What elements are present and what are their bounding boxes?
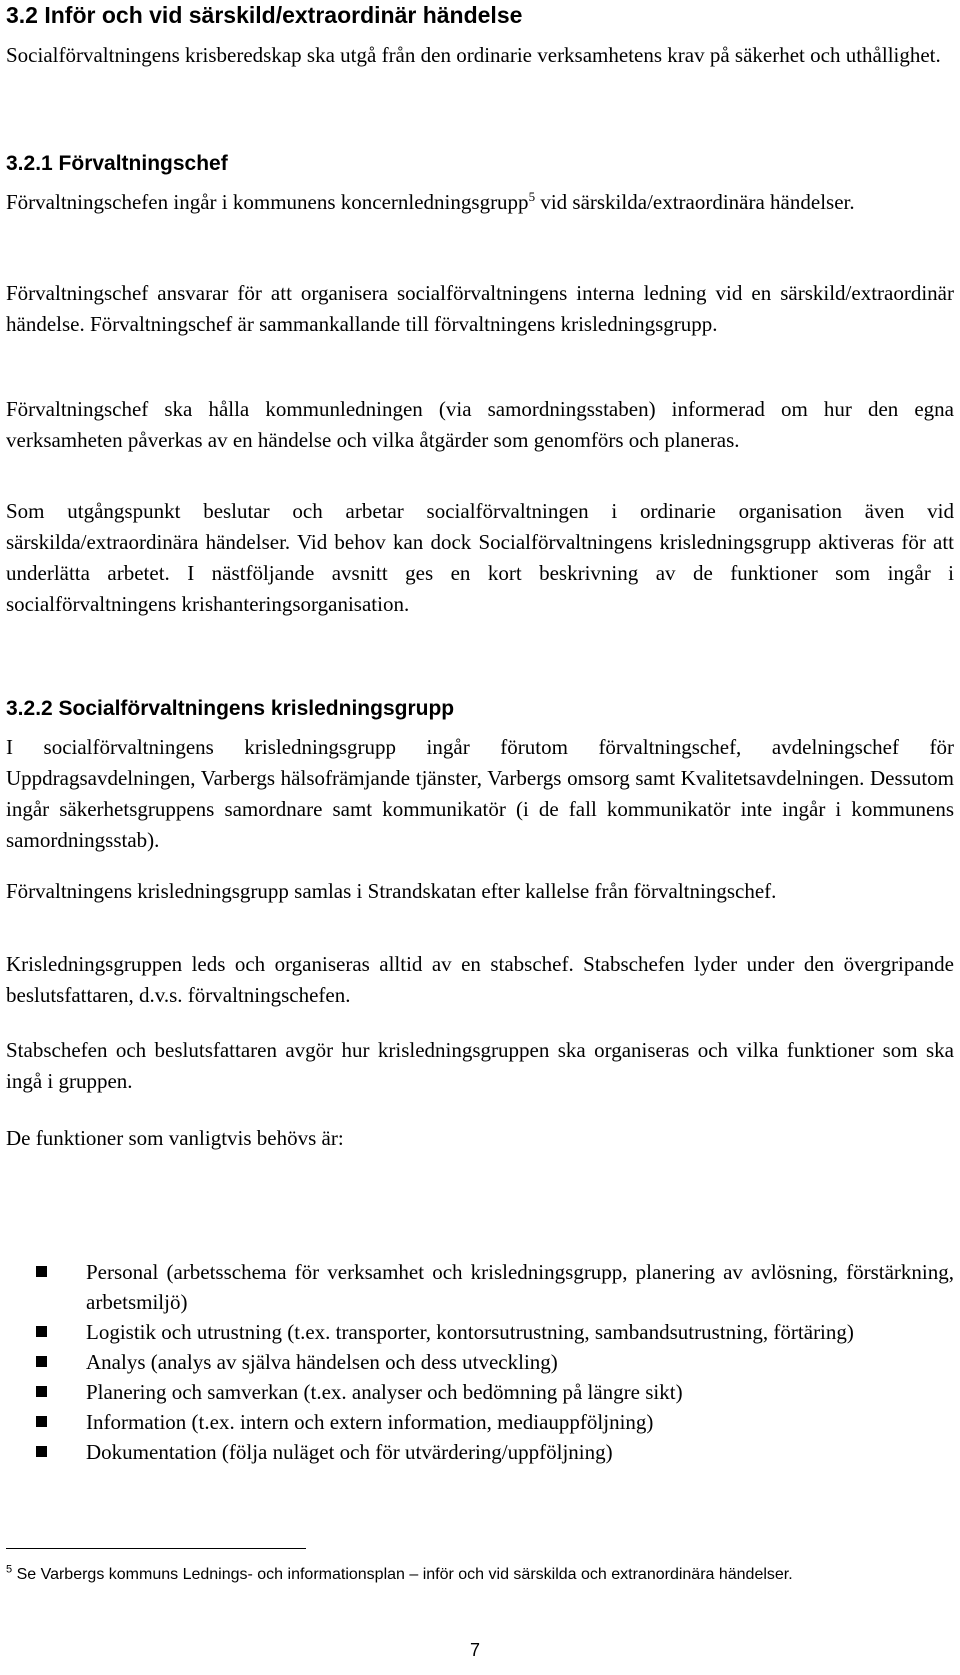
list-item-text: Logistik och utrustning (t.ex. transporter, kontorsutrustning, sambandsutrustning, förtäring) [86, 1320, 854, 1344]
subsection-heading-forvaltningschef: 3.2.1 Förvaltningschef [6, 152, 228, 175]
list-item [6, 1347, 954, 1377]
forvaltningschef-paragraph-2: Förvaltningschef ansvarar för att organisera socialförvaltningens interna ledning vid en särskild/extraordinär händelse. Förvaltningschef är sammankallande till förvaltningens krisledningsgrupp. [6, 281, 954, 336]
list-item-text: Personal (arbetsschema för verksamhet och krisledningsgrupp, planering av avlösning, förstärkning, arbetsmiljö) [86, 1260, 954, 1314]
square-bullet-icon [36, 1266, 47, 1277]
section-intro-paragraph: Socialförvaltningens krisberedskap ska utgå från den ordinarie verksamhetens krav på säkerhet och uthållighet. [6, 43, 941, 67]
list-item [6, 1257, 954, 1317]
krisledningsgrupp-paragraph-4: Stabschefen och beslutsfattaren avgör hur krisledningsgruppen ska organiseras och vilka funktioner som ska ingå i gruppen. [6, 1038, 954, 1093]
list-item-text: Information (t.ex. intern och extern information, mediauppföljning) [86, 1410, 654, 1434]
section-heading: 3.2 Inför och vid särskild/extraordinär händelse [6, 2, 523, 28]
list-item [6, 1377, 954, 1407]
footnote-number: 5 [6, 1563, 13, 1576]
forvaltningschef-paragraph-3: Förvaltningschef ska hålla kommunledningen (via samordningsstaben) informerad om hur den egna verksamheten påverkas av en händelse och vilka åtgärder som genomförs och planeras. [6, 397, 954, 452]
forvaltningschef-paragraph-4: Som utgångspunkt beslutar och arbetar socialförvaltningen i ordinarie organisation även vid särskilda/extraordinära händelser. Vid behov kan dock Socialförvaltningens krisledningsgrupp aktiveras för att underlätta arbetet. I nästföljande avsnitt ges en kort beskrivning av de funktioner som ingår i socialförvaltningens krishanteringsorganisation. [6, 499, 954, 616]
footnote-reference[interactable]: 5 [528, 189, 536, 204]
list-item [6, 1317, 954, 1347]
krisledningsgrupp-paragraph-5: De funktioner som vanligtvis behövs är: [6, 1126, 344, 1150]
list-item-text: Planering och samverkan (t.ex. analyser och bedömning på längre sikt) [86, 1380, 683, 1404]
krisledningsgrupp-paragraph-1: I socialförvaltningens krisledningsgrupp ingår förutom förvaltningschef, avdelningschef för Uppdragsavdelningen, Varbergs hälsofrämjande tjänster, Varbergs omsorg samt Kvalitetsavdelningen. Dessutom ingår säkerhetsgruppens samordnare samt kommunikatör (i de fall kommunikatör inte ingår i kommunens samordningsstab). [6, 735, 954, 852]
list-item-text: Dokumentation (följa nuläget och för utvärdering/uppföljning) [86, 1440, 613, 1464]
square-bullet-icon [36, 1356, 47, 1367]
paragraph-text: Förvaltningschefen ingår i kommunens koncernledningsgrupp [6, 190, 529, 214]
footnote-text: Se Varbergs kommuns Lednings- och informationsplan – inför och vid särskilda och extranordinära händelser. [12, 1566, 793, 1583]
square-bullet-icon [36, 1416, 47, 1427]
subsection-heading-krisledningsgrupp: 3.2.2 Socialförvaltningens krisledningsgrupp [6, 697, 455, 720]
list-item-text: Analys (analys av själva händelsen och dess utveckling) [86, 1350, 558, 1374]
list-item [6, 1407, 954, 1437]
footnote [6, 1562, 906, 1588]
square-bullet-icon [36, 1386, 47, 1397]
page-number: 7 [470, 1640, 481, 1660]
footnote-divider [6, 1548, 306, 1549]
forvaltningschef-paragraph-1 [6, 187, 954, 218]
functions-list [6, 1257, 954, 1467]
krisledningsgrupp-paragraph-2: Förvaltningens krisledningsgrupp samlas i Strandskatan efter kallelse från förvaltningschef. [6, 879, 777, 903]
krisledningsgrupp-paragraph-3: Krisledningsgruppen leds och organiseras alltid av en stabschef. Stabschefen lyder under den övergripande beslutsfattaren, d.v.s. förvaltningschefen. [6, 952, 954, 1007]
square-bullet-icon [36, 1446, 47, 1457]
square-bullet-icon [36, 1326, 47, 1337]
paragraph-text: vid särskilda/extraordinära händelser. [535, 190, 855, 214]
list-item [6, 1437, 954, 1467]
